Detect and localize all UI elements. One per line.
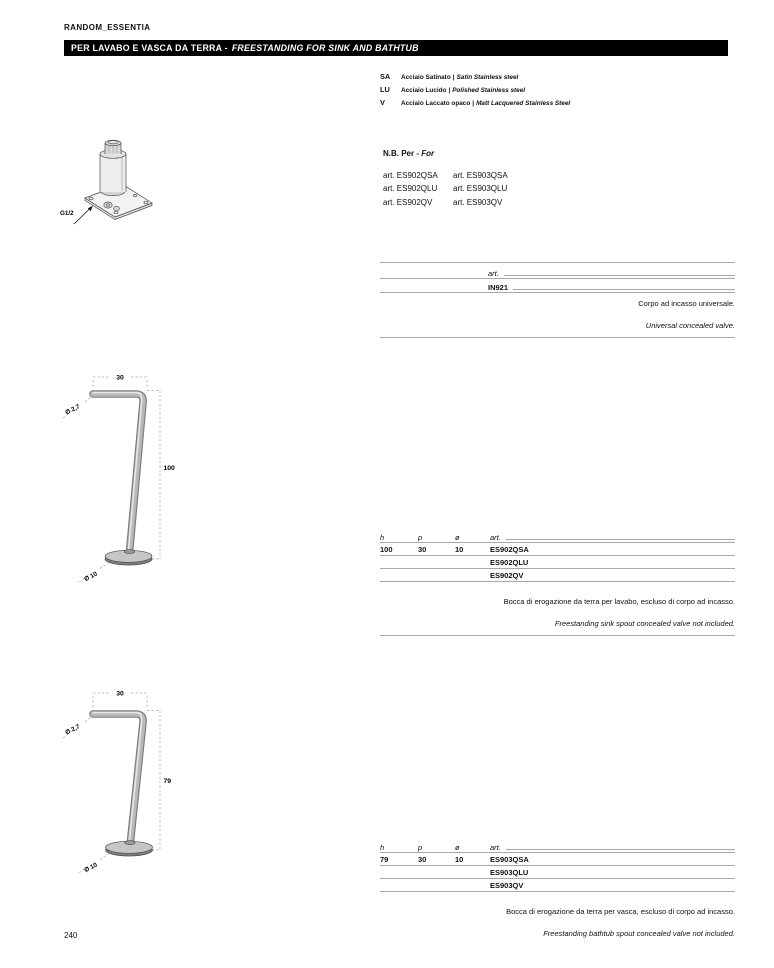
description-english: Universal concealed valve. bbox=[645, 321, 735, 330]
header-diameter: ø bbox=[455, 843, 460, 852]
description-italian: Bocca di erogazione da terra per vasca, escluso di corpo ad incasso. bbox=[506, 907, 735, 916]
table-row bbox=[380, 569, 735, 582]
table-row bbox=[380, 543, 735, 556]
width-dimension-label: 30 bbox=[116, 374, 124, 382]
table-header-row bbox=[380, 838, 735, 853]
article-ref: art. ES902QV bbox=[383, 197, 433, 207]
cell-p: 30 bbox=[418, 854, 427, 864]
cell-art: ES903QLU bbox=[490, 867, 529, 877]
description-english: Freestanding bathtub spout concealed valve not included. bbox=[543, 929, 735, 938]
art-header: art. bbox=[488, 269, 499, 278]
width-dimension-label: 30 bbox=[116, 690, 124, 698]
cell-diameter: 10 bbox=[455, 544, 464, 554]
bathtub-spout-table bbox=[380, 838, 735, 938]
nb-heading-en: For bbox=[421, 149, 435, 158]
header-rule bbox=[506, 539, 735, 540]
product-description bbox=[380, 293, 735, 338]
description-italian: Corpo ad incasso universale. bbox=[638, 299, 735, 308]
product-description bbox=[380, 907, 735, 938]
finish-it: Acciaio Laccato opaco bbox=[401, 99, 471, 107]
section-banner bbox=[64, 40, 728, 56]
finish-en: Satin Stainless steel bbox=[456, 74, 519, 81]
cell-art: ES902QSA bbox=[490, 544, 529, 554]
finish-legend bbox=[380, 72, 730, 111]
description-english: Freestanding sink spout concealed valve not included. bbox=[554, 619, 735, 628]
article-ref: art. ES903QLU bbox=[453, 184, 508, 194]
legend-row-sa bbox=[380, 72, 730, 85]
spout-diameter-label: Ø 2,7 bbox=[64, 403, 82, 417]
table-header-row bbox=[380, 263, 735, 279]
header-art bbox=[490, 533, 735, 542]
section-title-english: FREESTANDING FOR SINK AND BATHTUB bbox=[231, 43, 419, 53]
nb-heading-it: N.B. Per - bbox=[383, 149, 420, 158]
page-number: 240 bbox=[64, 931, 78, 940]
cell-p: 30 bbox=[418, 544, 427, 554]
section-title-italian: PER LAVABO E VASCA DA TERRA - bbox=[71, 43, 228, 53]
finish-it: Acciaio Satinato bbox=[401, 74, 451, 81]
header-art bbox=[490, 843, 735, 852]
article-ref: art. ES903QV bbox=[453, 197, 503, 207]
product-description bbox=[380, 597, 735, 636]
article-ref: art. ES902QSA bbox=[383, 171, 438, 180]
finish-code: LU bbox=[380, 84, 390, 94]
base-diameter-label: Ø 10 bbox=[83, 570, 99, 583]
bathtub-spout-drawing bbox=[55, 676, 185, 879]
article-code: IN921 bbox=[488, 283, 509, 292]
cell-art: ES903QSA bbox=[490, 854, 529, 864]
description-italian: Bocca di erogazione da terra per lavabo, escluso di corpo ad incasso. bbox=[503, 597, 735, 606]
in921-table bbox=[380, 262, 735, 338]
sink-spout-drawing bbox=[55, 360, 185, 588]
cell-diameter: 10 bbox=[455, 854, 464, 864]
nb-article-column-2 bbox=[453, 169, 508, 209]
table-row bbox=[380, 866, 735, 879]
finish-it: Acciaio Lucido bbox=[401, 86, 447, 94]
cell-art: ES903QV bbox=[490, 880, 524, 890]
article-ref: art. ES902QLU bbox=[383, 184, 438, 194]
header-p: p bbox=[418, 843, 423, 852]
page-title: RANDOM_ESSENTIA bbox=[64, 23, 151, 32]
height-dimension-label: 100 bbox=[163, 465, 175, 472]
header-rule bbox=[506, 849, 735, 850]
finish-description bbox=[401, 87, 525, 94]
cell-art: ES902QV bbox=[490, 570, 524, 580]
finish-code: SA bbox=[380, 72, 391, 81]
legend-row-v bbox=[380, 98, 730, 111]
header-diameter: ø bbox=[455, 533, 460, 542]
table-row bbox=[380, 853, 735, 866]
cell-h: 100 bbox=[380, 544, 393, 554]
finish-en: Matt Lacquered Stainless Steel bbox=[476, 99, 571, 107]
table-row bbox=[380, 279, 735, 293]
cell-art: ES902QLU bbox=[490, 557, 529, 567]
height-dimension-label: 79 bbox=[163, 778, 172, 785]
separator: | bbox=[452, 74, 455, 81]
article-ref: art. ES903QSA bbox=[453, 171, 508, 180]
nb-article-column-1 bbox=[383, 169, 438, 209]
finish-en: Polished Stainless steel bbox=[452, 86, 526, 94]
table-header-row bbox=[380, 528, 735, 543]
header-h: h bbox=[380, 843, 385, 852]
table-row bbox=[380, 556, 735, 569]
header-art-label: art. bbox=[490, 533, 501, 542]
separator: | bbox=[448, 86, 451, 94]
header-p: p bbox=[418, 533, 423, 542]
row-rule bbox=[513, 289, 735, 290]
cell-h: 79 bbox=[380, 854, 389, 864]
base-diameter-label: Ø 10 bbox=[83, 861, 99, 874]
header-h: h bbox=[380, 533, 385, 542]
concealed-valve-drawing bbox=[58, 136, 180, 234]
finish-description bbox=[401, 74, 518, 81]
header-art-label: art. bbox=[490, 843, 501, 852]
nb-heading bbox=[383, 149, 434, 158]
spout-diameter-label: Ø 2,7 bbox=[64, 723, 82, 737]
finish-description bbox=[401, 100, 570, 107]
header-rule bbox=[504, 275, 735, 276]
legend-row-lu bbox=[380, 85, 730, 98]
sink-spout-table bbox=[380, 528, 735, 636]
table-row bbox=[380, 879, 735, 892]
separator: | bbox=[472, 99, 475, 107]
finish-code: V bbox=[380, 97, 385, 107]
thread-size-label: G1/2 bbox=[60, 210, 74, 217]
